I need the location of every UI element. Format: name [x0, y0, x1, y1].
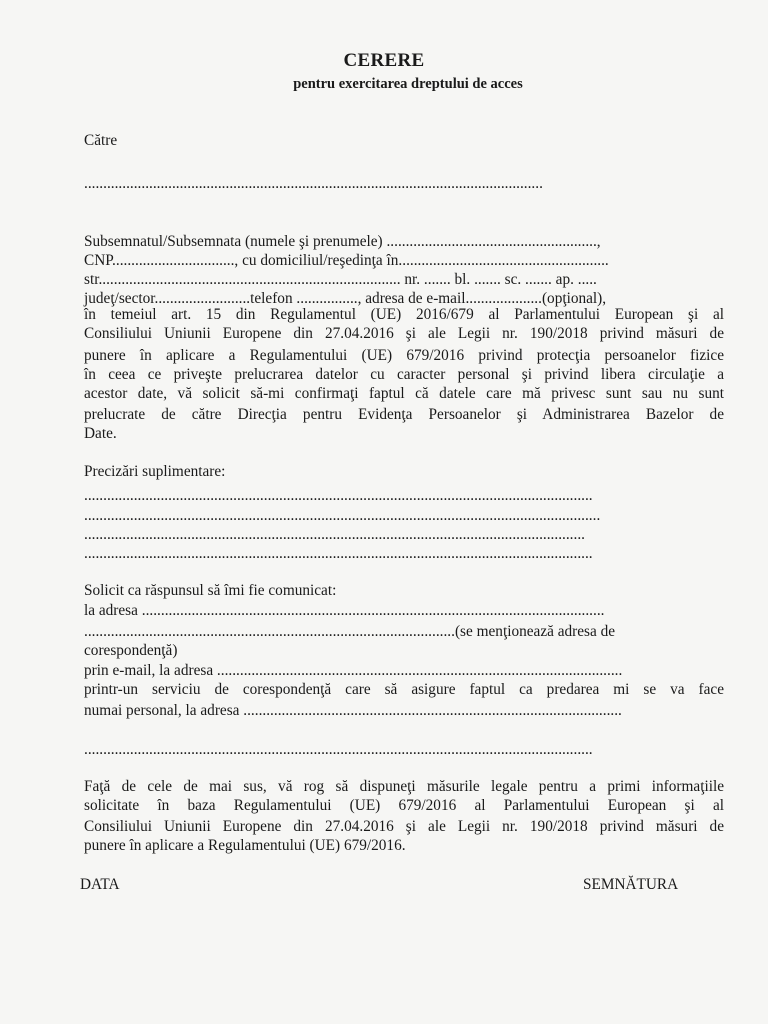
identity-text-line: Consiliului Uniunii Europene din 27.04.2016 şi ale Legii nr. 190/2018 privind măsuri de: [84, 325, 724, 342]
additional-blank-line: .......................................................................................................................................: [84, 507, 601, 524]
response-courier-line: numai personal, la adresa ...................................................................................................: [84, 702, 622, 719]
identity-line-cnp: CNP................................, cu domiciliul/reşedinţa în.......................................................: [84, 252, 609, 269]
recipient-blank: ........................................................................................................................: [84, 175, 543, 192]
additional-blank-line: .....................................................................................................................................: [84, 545, 593, 562]
additional-label: Precizări suplimentare:: [84, 463, 226, 480]
response-address-line: la adresa .........................................................................................................................: [84, 602, 605, 619]
identity-line-contact: judeţ/sector.........................telefon ................, adresa de e-mail....................(opţional),: [84, 290, 607, 307]
closing-text-line: Faţă de cele de mai sus, vă rog să dispuneţi măsurile legale pentru a primi informaţiile: [84, 778, 724, 795]
document-subtitle: pentru exercitarea dreptului de acces: [293, 76, 523, 92]
additional-blank-line: .....................................................................................................................................: [84, 487, 593, 504]
response-email-line: prin e-mail, la adresa ..........................................................................................................: [84, 662, 623, 679]
identity-text-line: în temeiul art. 15 din Regulamentul (UE) 2016/679 al Parlamentului European şi al: [84, 306, 724, 323]
identity-text-line: prelucrate de către Direcţia pentru Evidenţa Persoanelor şi Administrarea Bazelor de: [84, 406, 724, 423]
date-label: DATA: [80, 876, 120, 893]
closing-text-line: Consiliului Uniunii Europene din 27.04.2016 şi ale Legii nr. 190/2018 privind măsuri de: [84, 818, 724, 835]
document-title: CERERE: [343, 50, 425, 71]
response-address-line: corespondenţă): [84, 642, 178, 659]
response-label: Solicit ca răspunsul să îmi fie comunicat:: [84, 582, 337, 599]
closing-text-line: solicitate în baza Regulamentului (UE) 679/2016 al Parlamentului European şi al: [84, 797, 724, 814]
response-courier-line: printr-un serviciu de corespondenţă care să asigure faptul ca predarea mi se va face: [84, 681, 724, 698]
response-address-line: .................................................................................................(se menţionează adresa de: [84, 623, 616, 640]
identity-text-line: Date.: [84, 425, 117, 442]
identity-text-line: acestor date, vă solicit să-mi confirmaţi faptul că datele care mă privesc sunt sau nu sunt: [84, 385, 724, 402]
closing-text-line: punere în aplicare a Regulamentului (UE) 679/2016.: [84, 837, 406, 854]
signature-label: SEMNĂTURA: [583, 876, 679, 893]
identity-line-name: Subsemnatul/Subsemnata (numele şi prenumele) .......................................................,: [84, 233, 601, 250]
identity-text-line: în ceea ce priveşte prelucrarea datelor cu caracter personal şi privind libera circulaţie a: [84, 366, 724, 383]
additional-blank-line: ...................................................................................................................................: [84, 526, 585, 543]
response-blank-line: .....................................................................................................................................: [84, 741, 593, 758]
identity-text-line: punere în aplicare a Regulamentului (UE) 679/2016 privind protecţia persoanelor fizice: [84, 347, 724, 364]
recipient-label: Către: [84, 132, 118, 149]
identity-line-street: str............................................................................... nr. ....... bl. ....... sc. ....... ap. .....: [84, 271, 597, 288]
